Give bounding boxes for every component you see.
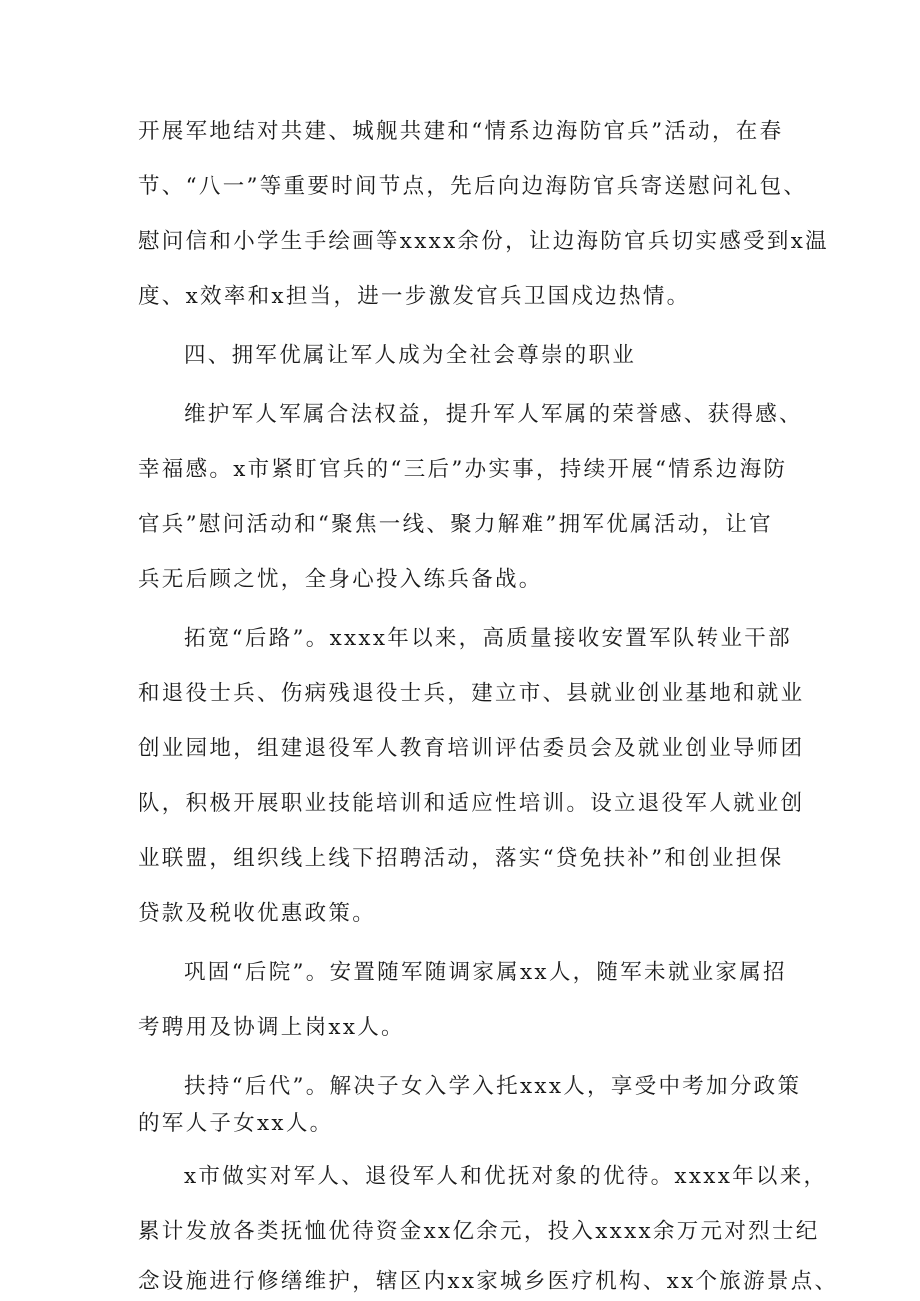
section-heading: 四、拥军优属让军人成为全社会尊崇的职业 — [184, 343, 637, 368]
paragraph-line: 创业园地，组建退役军人教育培训评估委员会及就业创业导师团 — [138, 736, 805, 761]
paragraph-line: 官兵”慰问活动和“聚焦一线、聚力解难”拥军优属活动，让官 — [138, 512, 773, 537]
paragraph-line: 和退役士兵、伤病残退役士兵，建立市、县就业创业基地和就业 — [138, 681, 805, 706]
paragraph-line: 开展军地结对共建、城舰共建和“情系边海防官兵”活动，在春 — [138, 119, 784, 144]
paragraph-line: 幸福感。x市紧盯官兵的“三后”办实事，持续开展“情系边海防 — [138, 457, 788, 482]
paragraph-line: 累计发放各类抚恤优待资金xx亿余元，投入xxxx余万元对烈士纪 — [138, 1219, 820, 1244]
paragraph-line: 拓宽“后路”。xxxx年以来，高质量接收安置军队转业干部 — [184, 626, 792, 651]
paragraph-line: x市做实对军人、退役军人和优抚对象的优待。xxxx年以来， — [184, 1164, 828, 1189]
paragraph-line: 兵无后顾之忧，全身心投入练兵备战。 — [138, 567, 543, 592]
paragraph-line: 度、x效率和x担当，进一步激发官兵卫国戍边热情。 — [138, 284, 691, 309]
paragraph-line: 维护军人军属合法权益，提升军人军属的荣誉感、获得感、 — [184, 402, 803, 427]
paragraph-line: 节、“八一”等重要时间节点，先后向边海防官兵寄送慰问礼包、 — [138, 174, 808, 199]
paragraph-line: 扶持“后代”。解决子女入学入托xxx人，享受中考加分政策 — [184, 1074, 802, 1099]
paragraph-line: 队，积极开展职业技能培训和适应性培训。设立退役军人就业创 — [138, 791, 805, 816]
paragraph-line: 慰问信和小学生手绘画等xxxx余份，让边海防官兵切实感受到x温 — [138, 229, 829, 254]
paragraph-line: 贷款及税收优惠政策。 — [138, 901, 377, 926]
paragraph-line: 业联盟，组织线上线下招聘活动，落实“贷免扶补”和创业担保 — [138, 846, 784, 871]
paragraph-line: 的军人子女xx人。 — [138, 1111, 334, 1136]
paragraph-line: 考聘用及协调上岗xx人。 — [138, 1015, 405, 1040]
paragraph-line: 巩固“后院”。安置随军随调家属xx人，随军未就业家属招 — [184, 960, 787, 985]
paragraph-line: 念设施进行修缮维护，辖区内xx家城乡医疗机构、xx个旅游景点、 — [138, 1269, 839, 1294]
